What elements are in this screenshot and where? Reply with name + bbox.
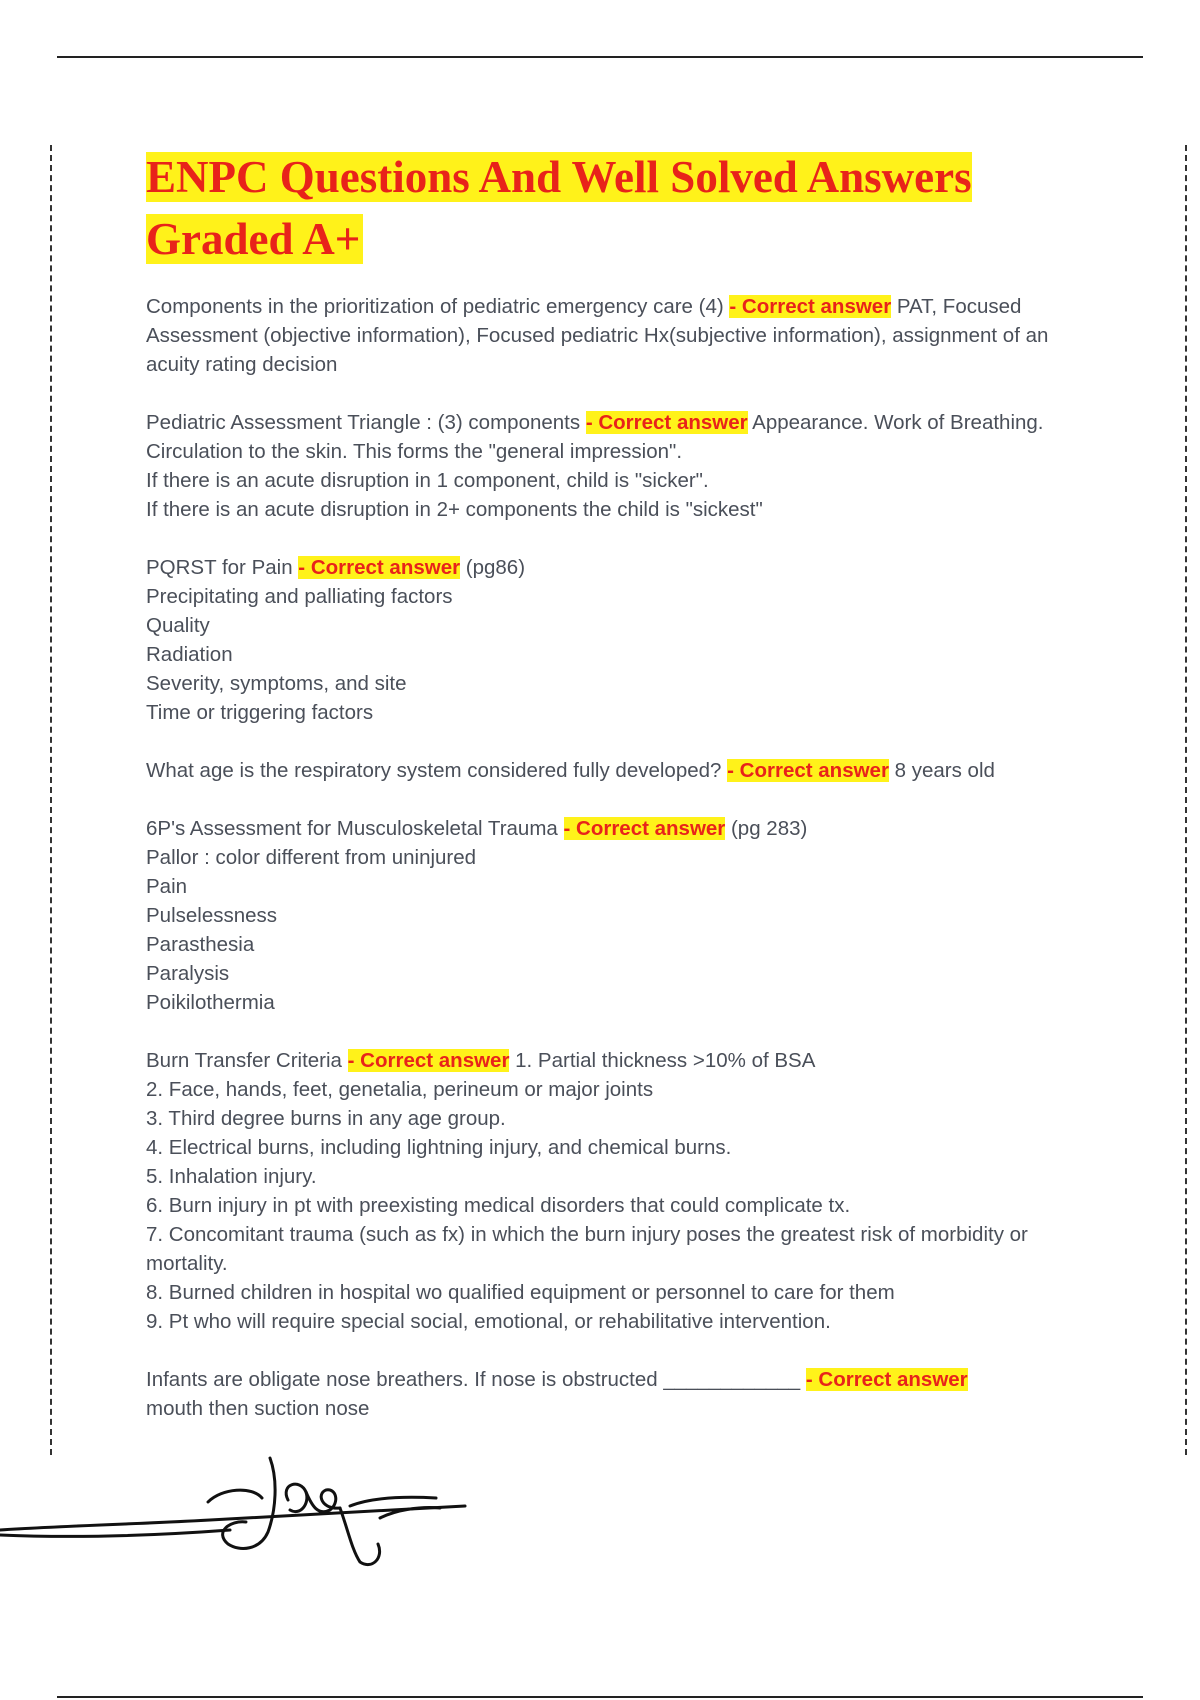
qa-item	[146, 756, 1086, 785]
qa-item	[146, 1365, 1086, 1423]
answer-text: mouth then suction nose	[146, 1397, 370, 1420]
question-text: Infants are obligate nose breathers. If nose is obstructed ____________	[146, 1368, 806, 1391]
top-rule	[57, 56, 1143, 58]
correct-answer-marker: - Correct answer	[563, 817, 726, 840]
correct-answer-marker: - Correct answer	[805, 1368, 968, 1391]
question-text: 6P's Assessment for Musculoskeletal Trauma	[146, 817, 564, 840]
question-text: Burn Transfer Criteria	[146, 1049, 348, 1072]
correct-answer-marker: - Correct answer	[298, 556, 461, 579]
left-dashed-border	[50, 145, 52, 1455]
answer-text: PAT, Focused Assessment (objective information), Focused pediatric Hx(subjective information), assignment of an acuity rating decision	[146, 295, 1055, 376]
correct-answer-marker: - Correct answer	[347, 1049, 510, 1072]
question-text: PQRST for Pain	[146, 556, 299, 579]
question-text: Components in the prioritization of pediatric emergency care (4)	[146, 295, 730, 318]
right-dashed-border	[1185, 145, 1187, 1455]
answer-text: (pg86) Precipitating and palliating factors Quality Radiation Severity, symptoms, and site Time or triggering factors	[146, 556, 526, 724]
correct-answer-marker: - Correct answer	[727, 759, 889, 782]
answer-text: 1. Partial thickness >10% of BSA 2. Face, hands, feet, genetalia, perineum or major joints 3. Third degree burns in any age group. 4. Electrical burns, including lightning injury, and chemical burns. 5. Inhalation injury. 6. Burn injury in pt with preexisting medical disorders that could complicate tx. 7. Concomitant trauma (such as fx) in which the burn injury poses the greatest risk of morbidity or mortality. 8. Burned children in hospital wo qualified equipment or personnel to care for them 9. Pt who will require special social, emotional, or rehabilitative intervention.	[146, 1049, 1028, 1333]
bottom-rule	[57, 1696, 1143, 1698]
qa-item	[146, 553, 1086, 727]
qa-item	[146, 408, 1086, 524]
answer-text: Appearance. Work of Breathing. Circulation to the skin. This forms the "general impression". If there is an acute disruption in 1 component, child is "sicker". If there is an acute disruption in 2+ components the child is "sickest"	[146, 411, 1044, 521]
question-text: What age is the respiratory system considered fully developed?	[146, 759, 728, 782]
correct-answer-marker: - Correct answer	[729, 295, 892, 318]
answer-text: (pg 283) Pallor : color different from uninjured Pain Pulselessness Parasthesia Paralysis Poikilothermia	[146, 817, 808, 1014]
correct-answer-marker: - Correct answer	[585, 411, 748, 434]
question-text: Pediatric Assessment Triangle : (3) components	[146, 411, 586, 434]
answer-text: 8 years old	[888, 759, 995, 782]
qa-item	[146, 292, 1086, 379]
document-title: ENPC Questions And Well Solved Answers Graded A+	[146, 152, 972, 264]
qa-item	[146, 814, 1086, 1017]
qa-item	[146, 1046, 1086, 1336]
handwritten-signature	[0, 1440, 470, 1570]
document-body	[146, 146, 1086, 1452]
